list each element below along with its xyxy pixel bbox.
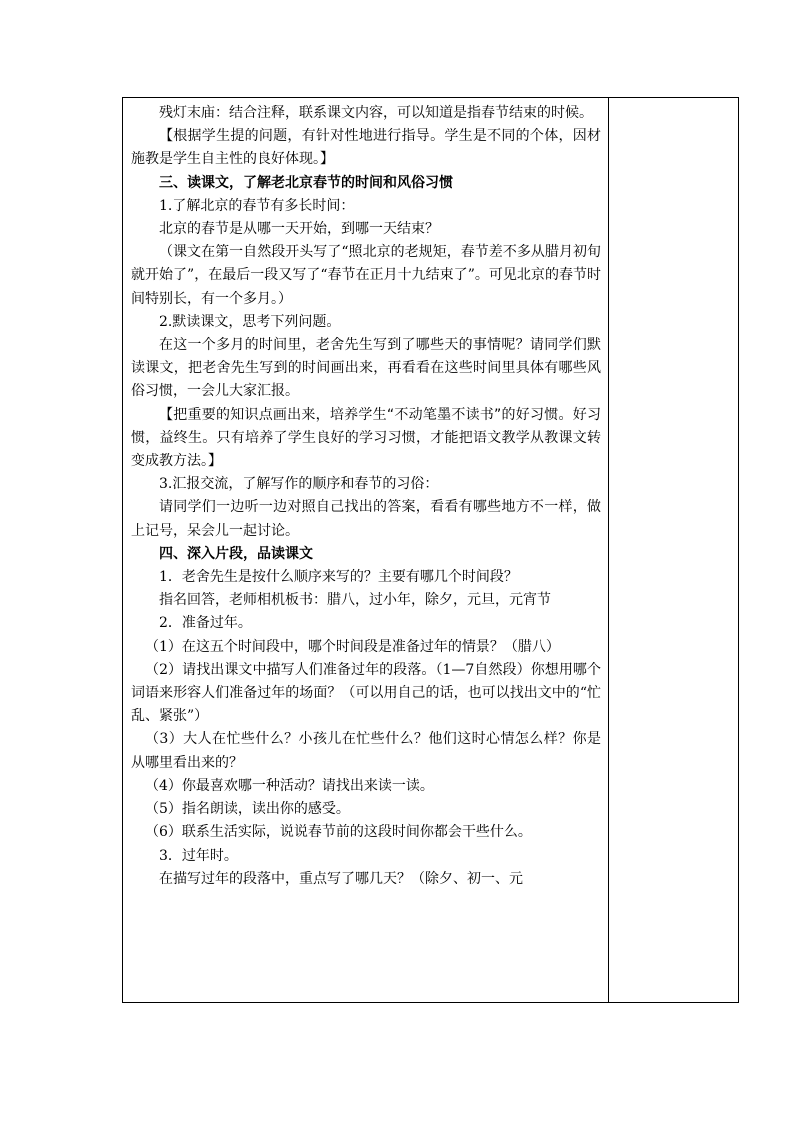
lesson-paragraph: （课文在第一自然段开头写了“照北京的老规矩，春节差不多从腊月初旬就开始了”，在最后一段又写了“春节在正月十九结束了”。可见北京的春节时间特别长，有一个多月。） [131,244,601,307]
lesson-paragraph: 2.默读课文，思考下列问题。 [159,313,341,330]
lesson-paragraph: 四、深入片段，品读课文 [159,545,313,562]
lesson-text [131,102,601,891]
lesson-plan-table [122,97,739,1003]
lesson-paragraph: （6）联系生活实际，说说春节前的这段时间你都会干些什么。 [145,824,532,841]
lesson-paragraph: 2．准备过年。 [159,615,252,632]
lesson-paragraph: （1）在这五个时间段中，哪个时间段是准备过年的情景？（腊八） [145,638,560,655]
lesson-paragraph: 北京的春节是从哪一天开始，到哪一天结束？ [159,221,439,238]
lesson-paragraph: 在这一个多月的时间里，老舍先生写到了哪些天的事情呢？请同学们默读课文，把老舍先生写到的时间画出来，再看看在这些时间里具体有哪些风俗习惯，一会儿大家汇报。 [131,337,601,400]
lesson-content-cell [123,98,609,1002]
lesson-paragraph: 【把重要的知识点画出来，培养学生“不动笔墨不读书”的好习惯。好习惯，益终生。只有培养了学生良好的学习习惯，才能把语文教学从教课文转变成教方法。】 [131,406,601,470]
lesson-paragraph: 残灯末庙：结合注释，联系课文内容，可以知道是指春节结束的时候。 [159,105,593,121]
lesson-paragraph: 在描写过年的段落中，重点写了哪几天？（除夕、初一、元 [159,870,523,887]
lesson-paragraph: （2）请找出课文中描写人们准备过年的段落。（1—7自然段）你想用哪个词语来形容人们准备过年的场面？（可以用自己的话，也可以找出文中的“忙乱、紧张”） [131,661,601,725]
lesson-paragraph: 3.汇报交流，了解写作的顺序和春节的习俗： [159,476,439,493]
lesson-paragraph: （3）大人在忙些什么？小孩儿在忙些什么？他们这时心情怎么样？你是从哪里看出来的？ [131,731,601,771]
lesson-paragraph: （5）指名朗读，读出你的感受。 [145,801,350,818]
lesson-paragraph: 请同学们一边听一边对照自己找出的答案，看看有哪些地方不一样，做上记号，呆会儿一起讨论。 [131,499,601,539]
lesson-paragraph: 1.了解北京的春节有多长时间： [159,197,355,214]
lesson-paragraph: 【根据学生提的问题，有针对性地进行指导。学生是不同的个体，因材施教是学生自主性的良好体现。】 [131,128,601,168]
lesson-paragraph: 指名回答，老师相机板书：腊八，过小年，除夕，元旦，元宵节 [159,592,551,609]
lesson-paragraph: 1．老舍先生是按什么顺序来写的？主要有哪几个时间段？ [159,569,518,586]
lesson-paragraph: （4）你最喜欢哪一种活动？请找出来读一读。 [145,777,434,794]
lesson-paragraph: 三、读课文，了解老北京春节的时间和风俗习惯 [159,174,453,191]
notes-cell [609,98,738,1002]
lesson-paragraph: 3．过年时。 [159,847,238,864]
